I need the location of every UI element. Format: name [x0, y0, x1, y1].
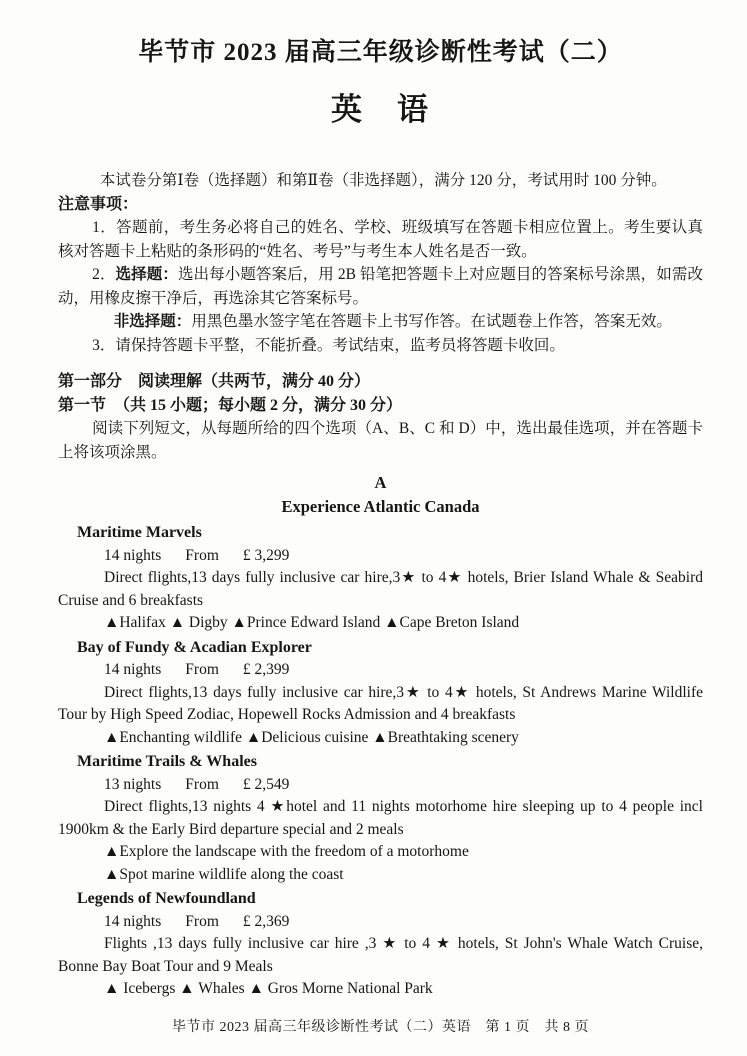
tour-maritime-trails — [58, 751, 703, 886]
notice-item-2 — [58, 263, 703, 310]
reading-part-one — [58, 370, 703, 464]
notice-item-1-number: 1． — [92, 219, 117, 236]
subject-title: 英 语 — [331, 92, 430, 127]
exam-instructions — [58, 169, 703, 357]
notice-item-3 — [58, 334, 703, 358]
notice-item-non-choice-text: 用黑色墨水签字笔在答题卡上书写作答。在试题卷上作答，答案无效。 — [191, 313, 672, 330]
tour-name: Maritime Trails & Whales — [77, 753, 257, 770]
tour-name: Bay of Fundy & Acadian Explorer — [77, 638, 312, 656]
tour-from-label: From — [185, 775, 219, 793]
notice-item-3-number: 3． — [92, 336, 116, 354]
part-one-heading: 第一部分 阅读理解（共两节，满分 40 分） — [58, 373, 371, 390]
tour-description: Flights ,13 days fully inclusive car hire ,3 ★ to 4 ★ hotels, St John's Whale Watch Cruise, Bonne Bay Boat Tour and 9 Meals — [58, 935, 703, 975]
tour-price-line — [104, 911, 703, 934]
tour-price: £ 2,369 — [242, 912, 290, 930]
tour-bay-of-fundy — [58, 637, 703, 750]
tour-description: Direct flights,13 days fully inclusive car hire,3★ to 4★ hotels, St Andrews Marine Wildlife Tour by High Speed Zodiac, Hopewell Rocks Admission and 4 breakfasts — [58, 683, 703, 723]
tour-nights: 13 nights — [104, 775, 162, 793]
notice-heading: 注意事项： — [58, 195, 139, 213]
tour-highlights: ▲Enchanting wildlife ▲Delicious cuisine ▲Breathtaking scenery — [104, 728, 519, 746]
paper-header — [58, 32, 703, 129]
tour-legends-of-newfoundland — [58, 888, 703, 1001]
tour-name: Maritime Marvels — [77, 524, 202, 541]
tour-nights: 14 nights — [104, 661, 162, 678]
notice-item-3-text: 请保持答题卡平整，不能折叠。考试结束，监考员将答题卡收回。 — [115, 336, 565, 354]
exam-title: 毕节市 2023 届高三年级诊断性考试（二） — [138, 39, 623, 66]
tour-description: Direct flights,13 nights 4 ★hotel and 11 nights motorhome hire sleeping up to 4 people incl 1900km & the Early Bird departure special and 2 meals — [58, 798, 703, 838]
paper-summary: 本试卷分第Ⅰ卷（选择题）和第Ⅱ卷（非选择题），满分 120 分，考试用时 100 分钟。 — [99, 172, 667, 189]
tour-from-label: From — [185, 661, 219, 678]
tour-maritime-marvels — [58, 522, 703, 635]
tour-highlights: ▲ Icebergs ▲ Whales ▲ Gros Morne National Park — [104, 980, 433, 997]
tour-name: Legends of Newfoundland — [77, 890, 256, 907]
page-footer: 毕节市 2023 届高三年级诊断性考试（二）英语 第 1 页 共 8 页 — [172, 1019, 589, 1035]
tour-price-line — [104, 659, 703, 682]
tour-highlights: ▲Spot marine wildlife along the coast — [104, 865, 344, 883]
tour-description: Direct flights,13 days fully inclusive car hire,3★ to 4★ hotels, Brier Island Whale & Seabird Cruise and 6 breakfasts — [58, 569, 703, 609]
tour-price: £ 2,399 — [242, 661, 290, 678]
tour-from-label: From — [185, 912, 219, 930]
notice-item-1-text: 答题前，考生务必将自己的姓名、学校、班级填写在答题卡相应位置上。考生要认真核对答题卡上粘贴的条形码的“姓名、考号”与考生本人姓名是否一致。 — [58, 219, 703, 260]
notice-item-1 — [58, 216, 703, 263]
notice-item-2-text: 选出每小题答案后，用 2B 铅笔把答题卡上对应题目的答案标号涂黑，如需改动，用橡皮擦干净后，再选涂其它答案标号。 — [58, 266, 703, 307]
tour-price: £ 3,299 — [242, 546, 290, 564]
notice-item-2-label: 选择题： — [115, 266, 178, 283]
tour-nights: 14 nights — [104, 546, 162, 564]
tour-nights: 14 nights — [104, 912, 162, 930]
passage-a — [58, 472, 703, 1001]
notice-item-non-choice — [58, 310, 703, 334]
tour-from-label: From — [185, 546, 219, 564]
passage-title: Experience Atlantic Canada — [281, 497, 480, 516]
notice-item-non-choice-label: 非选择题： — [113, 313, 192, 330]
tour-price: £ 2,549 — [242, 775, 290, 793]
tour-price-line — [104, 545, 703, 568]
tour-highlights: ▲Halifax ▲ Digby ▲Prince Edward Island ▲Cape Breton Island — [104, 614, 520, 631]
notice-item-2-number: 2． — [92, 266, 116, 283]
section-one-heading: 第一节 （共 15 小题；每小题 2 分，满分 30 分） — [58, 396, 403, 414]
section-one-directions: 阅读下列短文，从每题所给的四个选项（A、B、C 和 D）中，选出最佳选项，并在答题卡上将该项涂黑。 — [58, 420, 703, 461]
passage-label: A — [374, 473, 387, 492]
tour-highlights: ▲Explore the landscape with the freedom of a motorhome — [104, 843, 469, 860]
tour-price-line — [104, 774, 703, 797]
